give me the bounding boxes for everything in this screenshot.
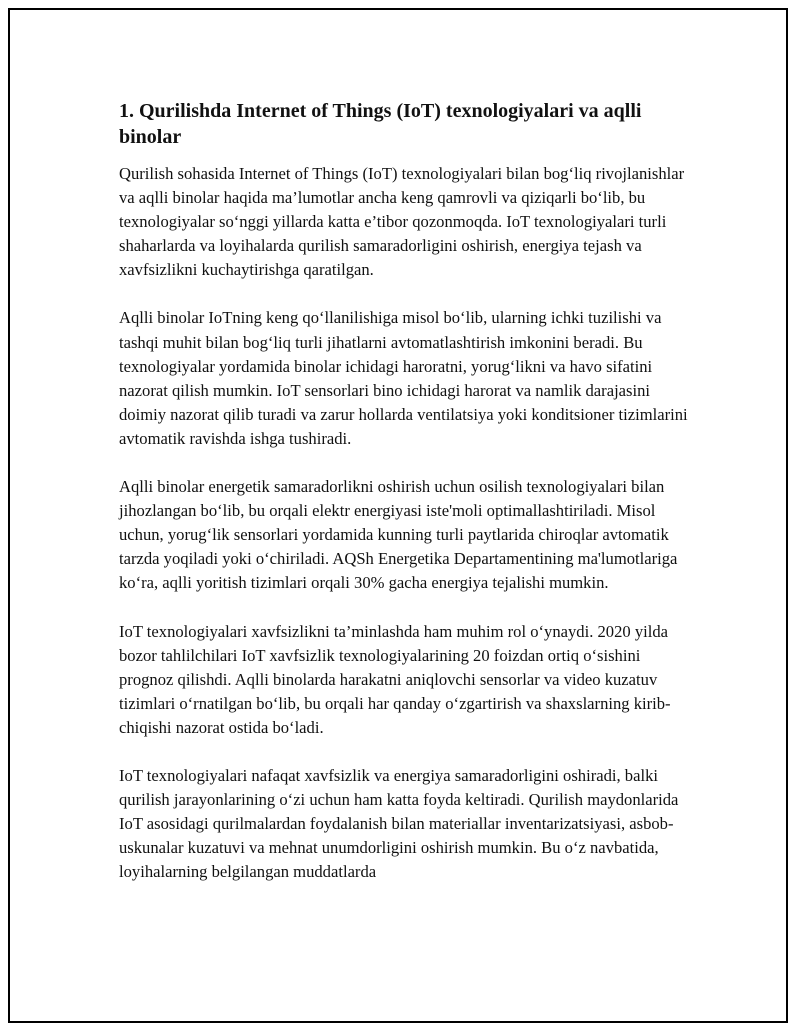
paragraph: Qurilish sohasida Internet of Things (IoT) texnologiyalari bilan bog‘liq rivojlanishlar va aqlli binolar haqida ma’lumotlar ancha keng qamrovli va qiziqarli bo‘lib, bu texnologiyalar so‘nggi yillarda katta e’tibor qozonmoqda. IoT texnologiyalari turli shaharlarda va loyihalarda qurilish samaradorligini oshirish, energiya tejash va xavfsizlikni kuchaytirishga qaratilgan. xyxy=(119,164,685,280)
document-page xyxy=(8,8,788,1023)
paragraph: Aqlli binolar IoTning keng qo‘llanilishiga misol bo‘lib, ularning ichki tuzilishi va tashqi muhit bilan bog‘liq turli jihatlarni avtomatlashtirish imkonini beradi. Bu texnologiyalar yordamida binolar ichidagi haroratni, yorug‘likni va havo sifatini nazorat qilish mumkin. IoT sensorlari bino ichidagi harorat va namlik darajasini doimiy nazorat qilib turadi va zarur hollarda ventilatsiya yoki konditsioner tizimlarini avtomatik ravishda ishga tushiradi. xyxy=(119,308,688,448)
paragraph: IoT texnologiyalari nafaqat xavfsizlik va energiya samaradorligini oshiradi, balki qurilish jarayonlarining o‘zi uchun ham katta foyda keltiradi. Qurilish maydonlarida IoT asosidagi qurilmalardan foydalanish bilan materiallar inventarizatsiyasi, asbob-uskunalar kuzatuvi va mehnat unumdorligini oshirish mumkin. Bu o‘z navbatida, loyihalarning belgilangan muddatlarda xyxy=(119,765,679,882)
document-body xyxy=(119,98,691,908)
section-heading: 1. Qurilishda Internet of Things (IoT) texnologiyalari va aqlli binolar xyxy=(119,100,642,148)
paragraph: Aqlli binolar energetik samaradorlikni oshirish uchun osilish texnologiyalari bilan jihozlangan bo‘lib, bu orqali elektr energiyasi iste'moli optimallashtiriladi. Misol uchun, yorug‘lik sensorlari yordamida kunning turli paytlarida chiroqlar avtomatik tarzda yoqiladi yoki o‘chiriladi. AQSh Energetika Departamentining ma'lumotlariga ko‘ra, aqlli yoritish tizimlari orqali 30% gacha energiya tejalishi mumkin. xyxy=(119,477,678,593)
paragraph: IoT texnologiyalari xavfsizlikni ta’minlashda ham muhim rol o‘ynaydi. 2020 yilda bozor tahlilchilari IoT xavfsizlik texnologiyalarining 20 foizdan ortiq o‘sishini prognoz qilishdi. Aqlli binolarda harakatni aniqlovchi sensorlar va video kuzatuv tizimlari o‘rnatilgan bo‘lib, bu orqali har qanday o‘zgartirish va shaxslarning kirib-chiqishi nazorat ostida bo‘ladi. xyxy=(119,621,671,737)
